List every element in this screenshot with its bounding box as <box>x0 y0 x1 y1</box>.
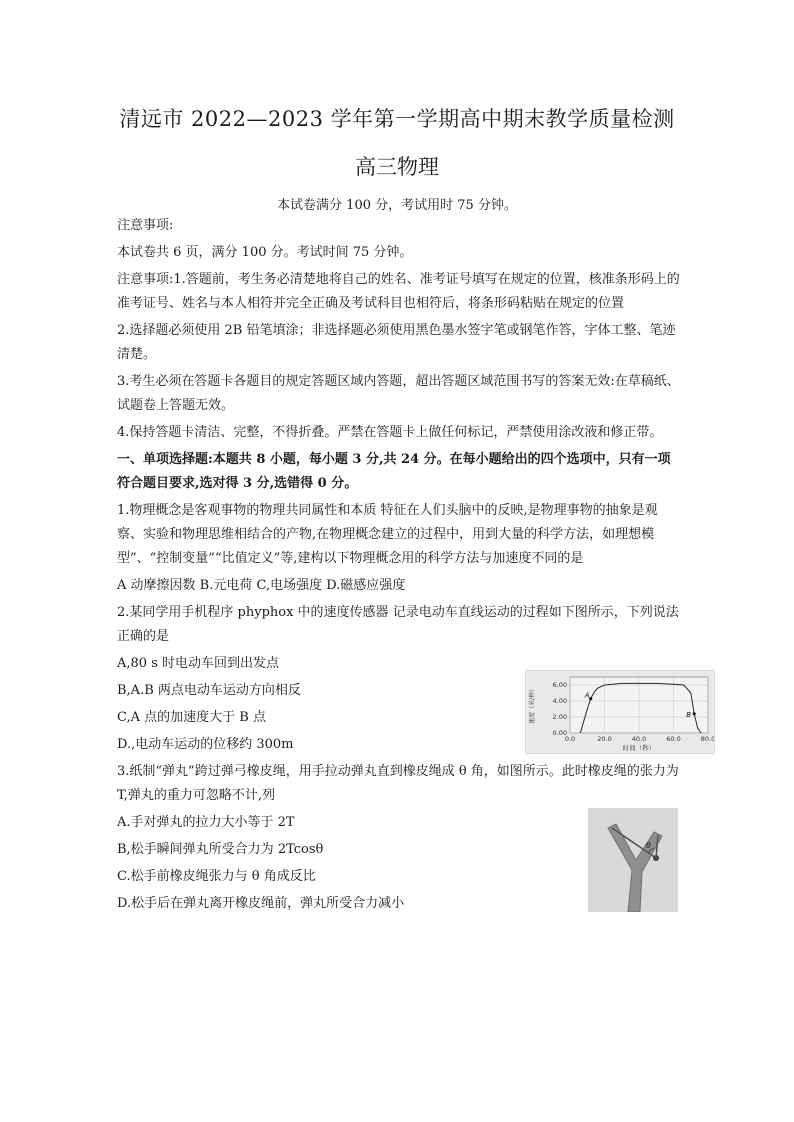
velocity-chart-figure <box>525 670 715 754</box>
instructions-line: 本试卷共 6 页，满分 100 分。考试时间 75 分钟。 <box>117 245 413 260</box>
y-tick-label: 0.00 <box>552 729 567 737</box>
question-2-option-a: A,80 s 时电动车回到出发点 <box>117 656 279 671</box>
y-axis-label: 速度（米/秒） <box>529 685 536 725</box>
question-3-option-b: B,松手瞬间弹丸所受合力为 2Tcosθ <box>117 842 324 857</box>
x-tick-label: 20.0 <box>597 735 612 743</box>
annotation-point <box>589 697 592 700</box>
x-tick-label: 80.0 <box>700 735 714 743</box>
question-2-option-b: B,A.B 两点电动车运动方向相反 <box>117 683 301 698</box>
question-3-option-c: C.松手前橡皮绳张力与 θ 角成反比 <box>117 869 316 884</box>
question-2-option-d: D.,电动车运动的位移约 300m <box>117 737 294 752</box>
instructions-heading: 注意事项: <box>117 218 174 233</box>
instruction-item-1: 注意事项:1.答题前，考生务必清楚地将自己的姓名、准考证号填写在规定的位置，核准条形码上的准考证号、姓名与本人相符并完全正确及考试科目也相符后，将条形码粘贴在规定的位置 <box>117 272 680 311</box>
y-tick-labels <box>553 681 567 737</box>
slingshot-illustration <box>588 808 678 912</box>
y-tick-label: 2.00 <box>552 713 567 721</box>
section-heading: 一、单项选择题:本题共 8 小题，每小题 3 分,共 24 分。在每小题给出的四个选项中，只有一项符合题目要求,选对得 3 分,选错得 0 分。 <box>117 452 671 491</box>
question-3-option-d: D.松手后在弹丸离开橡皮绳前，弹丸所受合力减小 <box>117 896 405 911</box>
x-tick-label: 60.0 <box>666 735 681 743</box>
question-3-stem: 3.纸制“弹丸”跨过弹弓橡皮绳，用手拉动弹丸直到橡皮绳成 θ 角，如图所示。此时橡皮绳的张力为 T,弹丸的重力可忽略不计,列 <box>117 764 679 803</box>
instruction-item-4: 4.保持答题卡清洁、完整，不得折叠。严禁在答题卡上做任何标记，严禁使用涂改液和修正带。 <box>117 425 663 440</box>
x-tick-labels <box>565 735 714 743</box>
annotation-label: A <box>584 691 590 700</box>
y-tick-label: 6.00 <box>552 681 567 689</box>
instruction-item-2: 2.选择题必须使用 2B 铅笔填涂；非选择题必须使用黑色墨水签字笔或钢笔作答，字体工整、笔迹清楚。 <box>117 323 676 362</box>
x-tick-label: 0.0 <box>564 735 576 743</box>
question-3-option-a: A.手对弹丸的拉力大小等于 2T <box>117 815 295 830</box>
slingshot-figure <box>588 808 678 912</box>
exam-title: 清远市 2022—2023 学年第一学期高中期末教学质量检测 <box>119 107 675 131</box>
theta-label: θ <box>646 841 651 850</box>
annotation-point <box>693 712 696 715</box>
question-1-stem: 1.物理概念是客观事物的物理共同属性和本质 特征在人们头脑中的反映,是物理事物的抽象是观察、实验和物理思维相结合的产物,在物理概念建立的过程中，用到大量的科学方法，如理想模型”、“控制变量”“比值定义”等,建构以下物理概念用的科学方法与加速度不同的是 <box>117 503 658 566</box>
pellet <box>653 855 659 861</box>
y-tick-label: 4.00 <box>552 697 567 705</box>
annotation-label: B <box>686 710 692 719</box>
question-1-options: A 动摩擦因数 B.元电荷 C,电场强度 D.磁感应强度 <box>117 578 406 593</box>
exam-subject: 高三物理 <box>355 155 439 179</box>
instruction-item-3: 3.考生必须在答题卡各题目的规定答题区域内答题，超出答题区域范围书写的答案无效:在草稿纸、试题卷上答题无效。 <box>117 374 680 413</box>
question-2-stem: 2.某同学用手机程序 phyphox 中的速度传感器 记录电动车直线运动的过程如下图所示，下列说法正确的是 <box>117 605 679 644</box>
velocity-chart <box>526 671 714 753</box>
question-2-option-c: C,A 点的加速度大于 B 点 <box>117 710 266 725</box>
x-tick-label: 40.0 <box>631 735 647 743</box>
x-axis-label: 时间（秒） <box>622 744 656 752</box>
exam-score-note: 本试卷满分 100 分，考试用时 75 分钟。 <box>277 198 517 213</box>
